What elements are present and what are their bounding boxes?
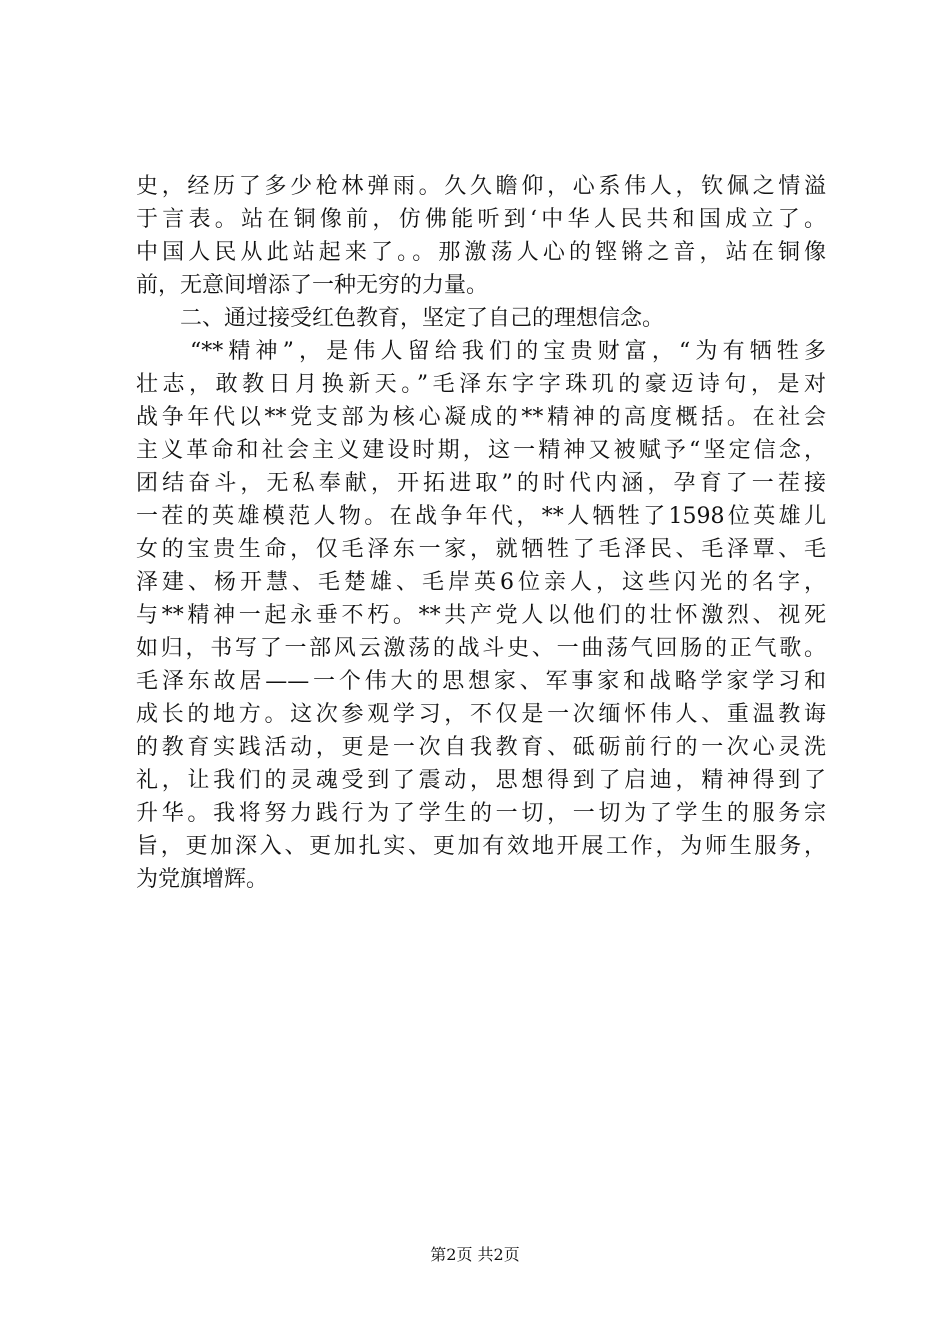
text-line: 如归，书写了一部风云激荡的战斗史、一曲荡气回肠的正气歌。 bbox=[136, 636, 826, 661]
text-line: 女的宝贵生命，仅毛泽东一家，就牺牲了毛泽民、毛泽覃、毛 bbox=[136, 537, 826, 562]
text-line: 为党旗增辉。 bbox=[136, 867, 269, 892]
page-number-footer: 第2页 共2页 bbox=[430, 1245, 520, 1264]
text-line: 主义革命和社会主义建设时期，这一精神又被赋予“坚定信念， bbox=[136, 438, 826, 463]
text-line: 升华。我将努力践行为了学生的一切，一切为了学生的服务宗 bbox=[136, 801, 826, 826]
text-line: 的教育实践活动，更是一次自我教育、砥砺前行的一次心灵洗 bbox=[136, 735, 826, 760]
text-line: 旨，更加深入、更加扎实、更加有效地开展工作，为师生服务， bbox=[136, 834, 826, 859]
text-line: 史，经历了多少枪林弹雨。久久瞻仰，心系伟人，钦佩之情溢 bbox=[136, 174, 826, 199]
text-line: 与**精神一起永垂不朽。**共产党人以他们的壮怀激烈、视死 bbox=[136, 603, 826, 628]
text-line: 壮志，敢教日月换新天。”毛泽东字字珠玑的豪迈诗句，是对 bbox=[136, 372, 826, 397]
text-line: 战争年代以**党支部为核心凝成的**精神的高度概括。在社会 bbox=[136, 405, 826, 430]
text-line: 成长的地方。这次参观学习，不仅是一次缅怀伟人、重温教诲 bbox=[136, 702, 826, 727]
text-line: 泽建、杨开慧、毛楚雄、毛岸英6位亲人，这些闪光的名字， bbox=[136, 570, 826, 595]
text-line: 毛泽东故居——一个伟大的思想家、军事家和战略学家学习和 bbox=[136, 669, 826, 694]
document-body bbox=[136, 170, 826, 896]
text-line: 前，无意间增添了一种无穷的力量。 bbox=[136, 273, 489, 298]
text-line: 一茬的英雄模范人物。在战争年代，**人牺牲了1598位英雄儿 bbox=[136, 504, 826, 529]
text-line: 礼，让我们的灵魂受到了震动，思想得到了启迪，精神得到了 bbox=[136, 768, 826, 793]
text-line: 团结奋斗，无私奉献，开拓进取”的时代内涵，孕育了一茬接 bbox=[136, 471, 826, 496]
text-line: “**精神”，是伟人留给我们的宝贵财富，“为有牺牲多 bbox=[190, 339, 826, 364]
text-line: 于言表。站在铜像前，仿佛能听到‘中华人民共和国成立了。 bbox=[136, 207, 826, 232]
section-heading: 二、通过接受红色教育，坚定了自己的理想信念。 bbox=[180, 306, 665, 331]
text-line: 中国人民从此站起来了。。那激荡人心的铿锵之音，站在铜像 bbox=[136, 240, 826, 265]
